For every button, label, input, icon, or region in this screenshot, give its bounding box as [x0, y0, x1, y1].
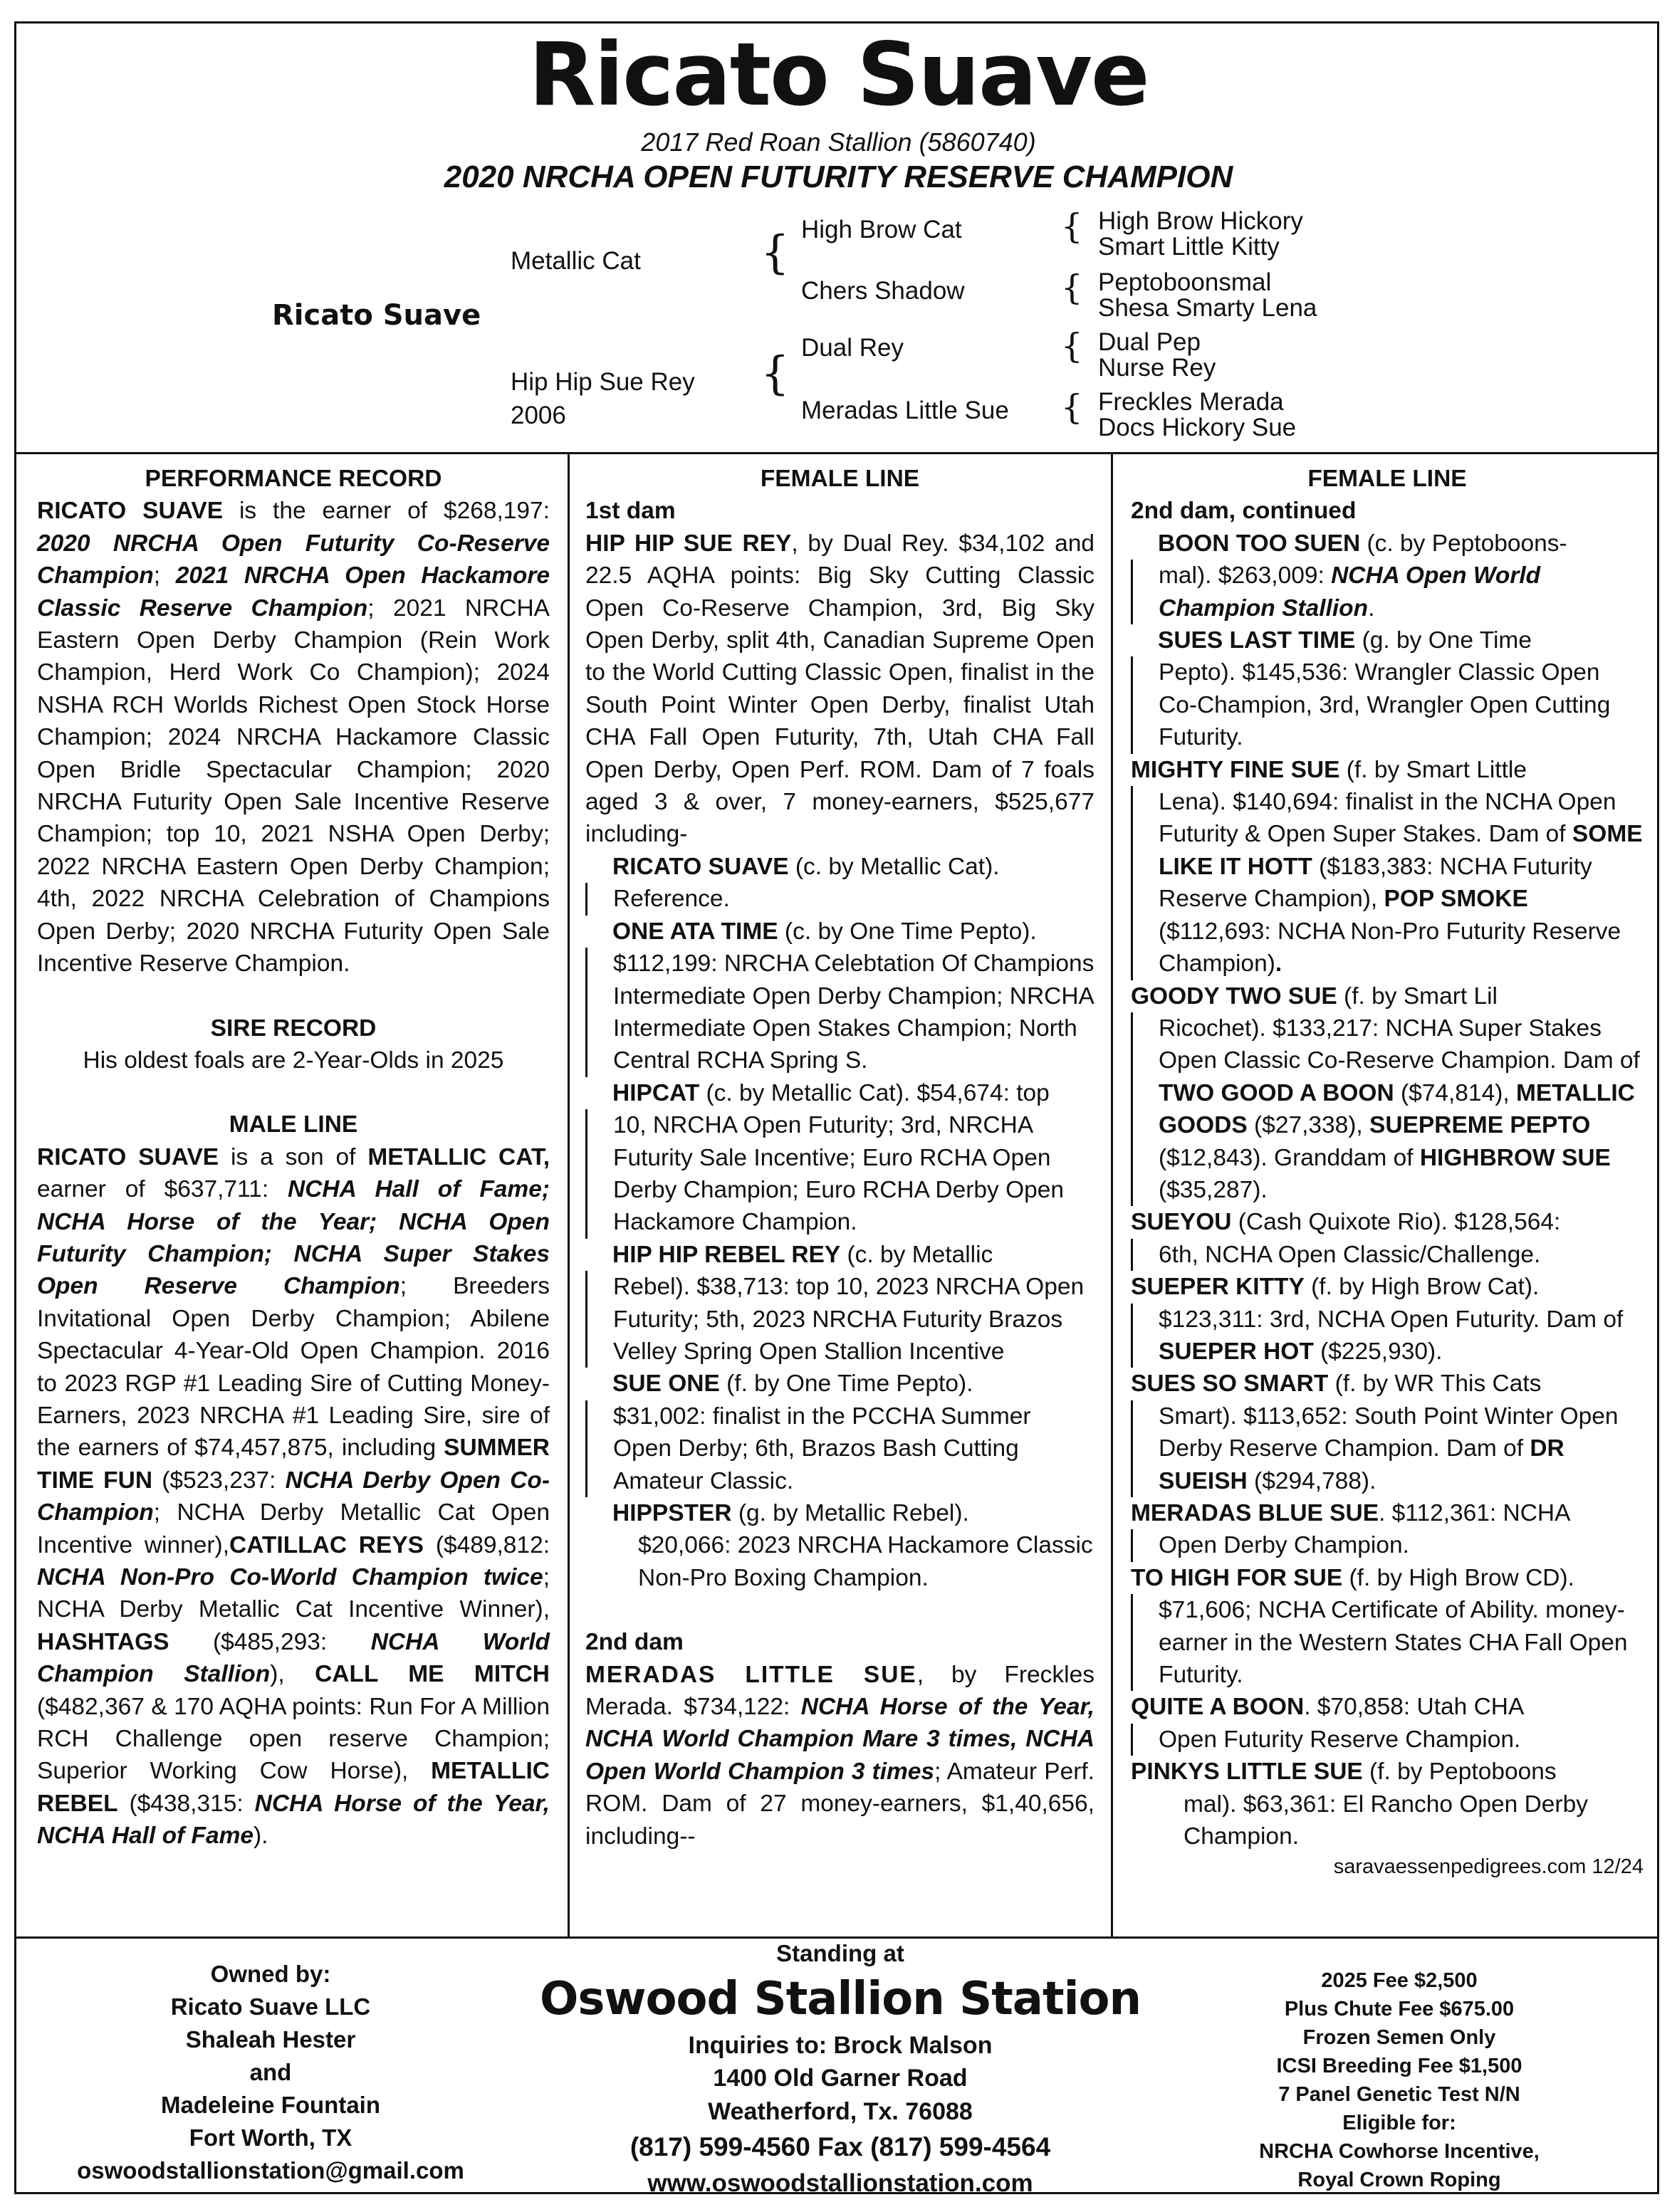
fee-line-1: 2025 Fee $2,500	[1321, 1969, 1478, 1992]
produce-boon-too-suen: BOON TOO SUEN (c. by Peptoboons-	[1158, 530, 1567, 557]
pedigree-g8: Docs Hickory Sue	[1098, 414, 1297, 441]
owner-name-1: Ricato Suave LLC	[170, 1993, 371, 2020]
produce-sueyou: SUEYOU (Cash Quixote Rio). $128,564:	[1131, 1209, 1561, 1236]
second-dam-label: 2nd dam	[585, 1629, 684, 1656]
produce-to-high-for-sue-detail: $71,606; NCHA Certificate of Ability. money-earner in the Western States CHA Fall Open Futurity.	[1131, 1594, 1644, 1691]
produce-sueper-kitty: SUEPER KITTY (f. by High Brow Cat).	[1131, 1274, 1540, 1301]
sire-record-heading: SIRE RECORD	[210, 1015, 377, 1042]
produce-pinkys-little-sue: PINKYS LITTLE SUE (f. by Peptoboons	[1131, 1758, 1557, 1786]
female-line-heading: FEMALE LINE	[760, 466, 920, 492]
pedigree-g7: Freckles Merada	[1098, 388, 1284, 416]
brace-g1: {	[1061, 206, 1083, 246]
pedigree-sire-sire: High Brow Cat	[801, 216, 962, 243]
produce-sues-last-time: SUES LAST TIME (g. by One Time	[1158, 627, 1532, 654]
column-female-line-2	[1131, 463, 1644, 1881]
horse-title: Ricato Suave	[528, 24, 1149, 125]
owner-name-3: Madeleine Fountain	[160, 2092, 381, 2118]
owned-by-label: Owned by:	[210, 1961, 331, 1987]
produce-quite-a-boon-detail: Open Futurity Reserve Champion.	[1131, 1724, 1644, 1756]
fee-line-4: ICSI Breeding Fee $1,500	[1276, 2055, 1522, 2077]
produce-quite-a-boon: QUITE A BOON. $70,858: Utah CHA	[1131, 1694, 1525, 1721]
offspring-one-ata-time-detail: $112,199: NRCHA Celebtation Of Champions Intermediate Open Derby Champion; NRCHA Intermediate Open Stakes Champion; North Central RCHA Spring S.	[585, 948, 1095, 1077]
produce-to-high-for-sue: TO HIGH FOR SUE (f. by High Brow CD).	[1131, 1564, 1574, 1591]
fee-line-2: Plus Chute Fee $675.00	[1284, 1998, 1515, 2020]
divider-top	[14, 452, 1659, 454]
offspring-ricato-suave-detail: Reference.	[585, 883, 1095, 915]
produce-mighty-fine-sue: MIGHTY FINE SUE (f. by Smart Little	[1131, 756, 1527, 783]
fee-line-7: NRCHA Cowhorse Incentive,	[1259, 2140, 1540, 2163]
female-line-heading-2: FEMALE LINE	[1307, 466, 1467, 492]
divider-col1	[568, 452, 570, 1936]
brace-sire: {	[761, 226, 790, 279]
offspring-hippster-detail: $20,066: 2023 NRCHA Hackamore Classic Non-Pro Boxing Champion.	[638, 1532, 1093, 1591]
brace-dam: {	[761, 347, 790, 400]
phone-fax-line[interactable]: (817) 599-4560 Fax (817) 599-4564	[629, 2132, 1051, 2161]
produce-sueyou-detail: 6th, NCHA Open Classic/Challenge.	[1131, 1239, 1644, 1271]
fee-line-5: 7 Panel Genetic Test N/N	[1278, 2083, 1520, 2106]
male-line-text: RICATO SUAVE is a son of METALLIC CAT, earner of $637,711: NCHA Hall of Fame; NCHA Horse of the Year; NCHA Open Futurity Champion; NCHA Super Stakes Open Reserve Champion; Breeders Invitational Open Derby Champion; Abilene Spectacular 4-Year-Old Open Champion. 2016 to 2023 RGP #1 Leading Sire of Cutting Money-Earners, 2023 NRCHA #1 Leading Sire, sire of the earners of $74,457,875, including SUMMER TIME FUN ($523,237: NCHA Derby Open Co-Champion; NCHA Derby Metallic Cat Open Incentive winner),CATILLAC REYS ($489,812: NCHA Non-Pro Co-World Champion twice; NCHA Derby Metallic Cat Incentive Winner), HASHTAGS ($485,293: NCHA World Champion Stallion), CALL ME MITCH ($482,367 & 170 AQHA points: Run For A Million RCH Challenge open reserve Champion; Superior Working Cow Horse), METALLIC REBEL ($438,315: NCHA Horse of the Year, NCHA Hall of Fame).	[37, 1143, 550, 1850]
pedigree-sire-dam: Chers Shadow	[801, 277, 965, 305]
produce-meradas-blue-sue: MERADAS BLUE SUE. $112,361: NCHA	[1131, 1500, 1571, 1526]
owner-block	[43, 1958, 498, 2187]
website-link[interactable]: www.oswoodstallionstation.com	[647, 2169, 1033, 2197]
produce-boon-too-suen-detail: mal). $263,009: NCHA Open World Champion Stallion.	[1131, 560, 1644, 624]
offspring-hipcat-detail: 10, NRCHA Open Futurity; 3rd, NRCHA Futurity Sale Incentive; Euro RCHA Open Derby Champion; Euro RCHA Derby Open Hackamore Champion.	[585, 1109, 1095, 1239]
offspring-one-ata-time: ONE ATA TIME (c. by One Time Pepto).	[612, 918, 1037, 945]
pedigree-dam: Hip Hip Sue Rey	[511, 368, 695, 396]
pedigree-horse: Ricato Suave	[272, 299, 481, 332]
standing-at-label: Standing at	[776, 1940, 904, 1966]
brace-g4: {	[1061, 387, 1083, 427]
produce-sueper-kitty-detail: $123,311: 3rd, NCHA Open Futurity. Dam of SUEPER HOT ($225,930).	[1131, 1304, 1644, 1368]
offspring-hipcat: HIPCAT (c. by Metallic Cat). $54,674: top	[612, 1079, 1050, 1106]
produce-mighty-fine-sue-detail: Lena). $140,694: finalist in the NCHA Open Futurity & Open Super Stakes. Dam of SOME LIKE IT HOTT ($183,383: NCHA Futurity Reserve Champion), POP SMOKE ($112,693: NCHA Non-Pro Futurity Reserve Champion).	[1131, 786, 1644, 980]
stallion-station-block	[527, 1938, 1154, 2201]
fee-line-3: Frozen Semen Only	[1302, 2026, 1496, 2049]
first-dam-label: 1st dam	[585, 498, 676, 525]
fee-line-6: Eligible for:	[1342, 2112, 1456, 2134]
produce-goody-two-sue-detail: Ricochet). $133,217: NCHA Super Stakes Open Classic Co-Reserve Champion. Dam of TWO GOOD A BOON ($74,814), METALLIC GOODS ($27,338), SUEPREME PEPTO ($12,843). Granddam of HIGHBROW SUE ($35,287).	[1131, 1012, 1644, 1206]
address-line-2: Weatherford, Tx. 76088	[708, 2098, 973, 2125]
male-line-heading: MALE LINE	[229, 1111, 358, 1138]
owner-location: Fort Worth, TX	[189, 2124, 352, 2151]
performance-heading: PERFORMANCE RECORD	[145, 466, 442, 492]
column-female-line-1	[585, 463, 1095, 1852]
second-dam-text: MERADAS LITTLE SUE, by Freckles Merada. $734,122: NCHA Horse of the Year, NCHA World Champion Mare 3 times, NCHA Open World Champion 3 times; Amateur Perf. ROM. Dam of 27 money-earners, $1,40,656, including--	[585, 1661, 1095, 1850]
horse-subtitle: 2017 Red Roan Stallion (5860740)	[641, 127, 1036, 157]
pedigree-dam-sire: Dual Rey	[801, 334, 904, 362]
pedigree-credit: saravaessenpedigrees.com 12/24	[1333, 1855, 1644, 1879]
pedigree-g6: Nurse Rey	[1098, 354, 1216, 382]
produce-sues-so-smart-detail: Smart). $113,652: South Point Winter Open Derby Reserve Champion. Dam of DR SUEISH ($294,788).	[1131, 1400, 1644, 1497]
offspring-ricato-suave: RICATO SUAVE (c. by Metallic Cat).	[612, 853, 1000, 880]
offspring-sue-one-detail: $31,002: finalist in the PCCHA Summer Open Derby; 6th, Brazos Bash Cutting Amateur Classic.	[585, 1400, 1095, 1497]
brace-g3: {	[1061, 326, 1083, 366]
performance-text: RICATO SUAVE is the earner of $268,197: 2020 NRCHA Open Futurity Co-Reserve Champion; 2021 NRCHA Open Hackamore Classic Reserve Champion; 2021 NRCHA Eastern Open Derby Champion (Rein Work Champion, Herd Work Co Champion); 2024 NSHA RCH Worlds Richest Open Stock Horse Champion; 2024 NRCHA Hackamore Classic Open Bridle Spectacular Champion; 2020 NRCHA Futurity Open Sale Incentive Reserve Champion; top 10, 2021 NSHA Open Derby; 2022 NRCHA Eastern Open Derby Champion; 4th, 2022 NRCHA Celebration of Champions Open Derby; 2020 NRCHA Futurity Open Sale Incentive Reserve Champion.	[37, 498, 550, 977]
offspring-hip-hip-rebel-rey-detail: Rebel). $38,713: top 10, 2023 NRCHA Open Futurity; 5th, 2023 NRCHA Futurity Brazos Velley Spring Open Stallion Incentive	[585, 1271, 1095, 1368]
produce-meradas-blue-sue-detail: Open Derby Champion.	[1131, 1529, 1644, 1561]
produce-pinkys-little-sue-detail: mal). $63,361: El Rancho Open Derby Champion.	[1184, 1791, 1588, 1850]
column-performance	[37, 463, 550, 1852]
inquiries-line: Inquiries to: Brock Malson	[688, 2032, 993, 2059]
brace-g2: {	[1061, 268, 1083, 308]
produce-sues-last-time-detail: Pepto). $145,536: Wrangler Classic Open Co-Champion, 3rd, Wrangler Open Cutting Futurity.	[1131, 656, 1644, 753]
produce-sues-so-smart: SUES SO SMART (f. by WR This Cats	[1131, 1370, 1542, 1398]
station-name: Oswood Stallion Station	[539, 1973, 1141, 2025]
pedigree-sire: Metallic Cat	[511, 247, 641, 275]
pedigree-dam-dam: Meradas Little Sue	[801, 397, 1009, 424]
sire-record-text: His oldest foals are 2-Year-Olds in 2025	[83, 1047, 504, 1074]
owner-name-2: Shaleah Hester	[185, 2026, 356, 2053]
fee-line-8: Royal Crown Roping	[1297, 2169, 1501, 2191]
owner-email[interactable]: oswoodstallionstation@gmail.com	[77, 2157, 464, 2184]
pedigree-g4: Shesa Smarty Lena	[1098, 294, 1317, 322]
second-dam-continued: 2nd dam, continued	[1131, 498, 1357, 525]
first-dam-text: HIP HIP SUE REY, by Dual Rey. $34,102 and 22.5 AQHA points: Big Sky Cutting Classic Open Co-Reserve Champion, 3rd, Big Sky Open Derby, split 4th, Canadian Supreme Open to the World Cutting Classic Open, finalist in the South Point Winter Open Derby, finalist Utah CHA Fall Open Futurity, 7th, Utah CHA Fall Open Derby, Open Perf. ROM. Dam of 7 foals aged 3 & over, 7 money-earners, $525,677 including-	[585, 530, 1095, 848]
pedigree-g1: High Brow Hickory	[1098, 207, 1303, 235]
fee-block	[1168, 1966, 1631, 2194]
offspring-sue-one: SUE ONE (f. by One Time Pepto).	[612, 1370, 973, 1398]
pedigree-g5: Dual Pep	[1098, 328, 1201, 356]
pedigree-dam-year: 2006	[511, 402, 566, 429]
pedigree-g3: Peptoboonsmal	[1098, 268, 1272, 296]
divider-col2	[1111, 452, 1113, 1936]
offspring-hippster: HIPPSTER (g. by Metallic Rebel).	[612, 1500, 969, 1526]
address-line-1: 1400 Old Garner Road	[713, 2065, 968, 2092]
offspring-hip-hip-rebel-rey: HIP HIP REBEL REY (c. by Metallic	[612, 1241, 993, 1268]
headline-award: 2020 NRCHA OPEN FUTURITY RESERVE CHAMPION	[444, 159, 1233, 194]
produce-goody-two-sue: GOODY TWO SUE (f. by Smart Lil	[1131, 982, 1498, 1010]
owner-and: and	[249, 2059, 292, 2085]
pedigree-g2: Smart Little Kitty	[1098, 233, 1280, 261]
